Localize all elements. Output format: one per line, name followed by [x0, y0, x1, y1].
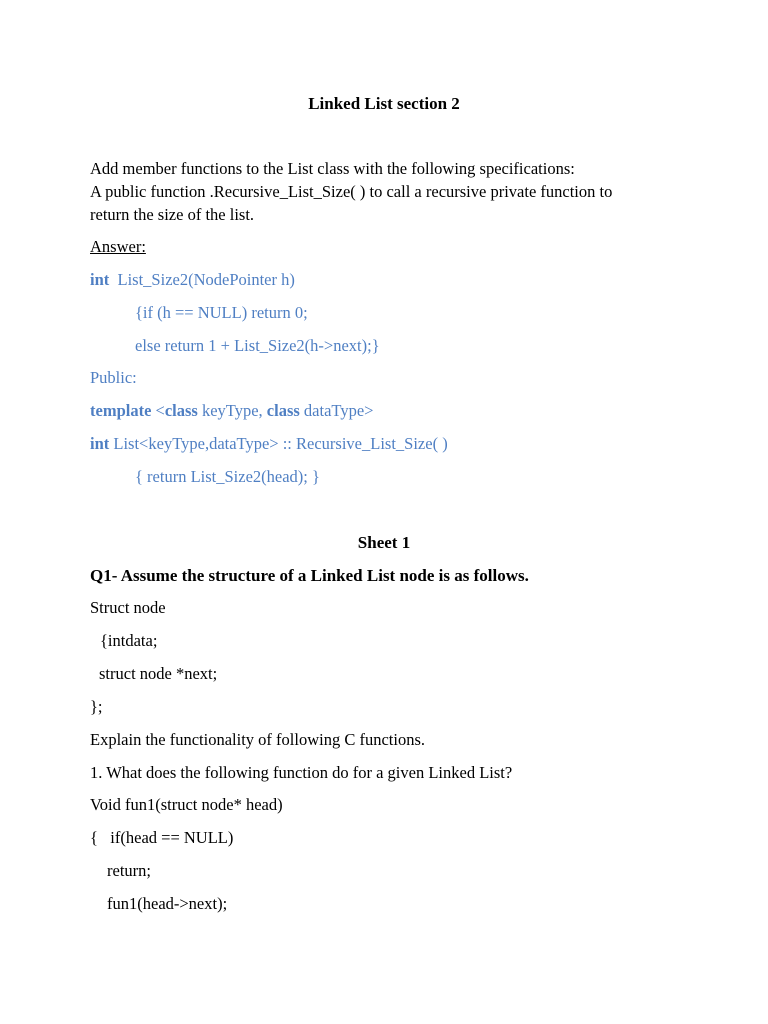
code-text: keyType, — [201, 401, 263, 420]
page-title: Linked List section 2 — [308, 94, 460, 113]
code-line-1 — [90, 270, 295, 290]
keyword-class: class — [266, 401, 300, 420]
q1-heading: Q1- Assume the structure of a Linked List node is as follows. — [90, 566, 529, 585]
sheet-title: Sheet 1 — [357, 533, 411, 552]
fun1-line-2 — [90, 828, 233, 848]
explain-text: Explain the functionality of following C functions. — [90, 730, 425, 749]
code-line-6 — [90, 434, 448, 454]
keyword-int: int — [90, 270, 110, 289]
intro-line-2: A public function .Recursive_List_Size( ) to call a recursive private function to — [90, 182, 613, 201]
code-line-3: else return 1 + List_Size2(h->next);} — [135, 336, 380, 355]
struct-line-2: {intdata; — [100, 631, 158, 650]
code-line-5 — [90, 401, 373, 421]
answer-label: Answer: — [90, 237, 146, 256]
struct-line-4: }; — [90, 697, 103, 716]
struct-line-3: struct node *next; — [99, 664, 218, 683]
keyword-template: template — [90, 401, 152, 420]
code-line-7: { return List_Size2(head); } — [135, 467, 320, 486]
fun1-line-4: fun1(head->next); — [107, 894, 228, 913]
code-text: List<keyType,dataType> :: Recursive_List_Size( ) — [113, 434, 448, 453]
code-text: dataType> — [303, 401, 374, 420]
keyword-int: int — [90, 434, 110, 453]
code-line-2: {if (h == NULL) return 0; — [135, 303, 308, 322]
code-line-4: Public: — [90, 368, 137, 387]
fun1-line-1: Void fun1(struct node* head) — [90, 795, 283, 814]
code-text: < — [155, 401, 165, 420]
intro-line-3: return the size of the list. — [90, 205, 255, 224]
code-text: List_Size2(NodePointer h) — [117, 270, 295, 289]
struct-line-1: Struct node — [90, 598, 166, 617]
question-1: 1. What does the following function do for a given Linked List? — [90, 763, 513, 782]
fun1-line-3: return; — [107, 861, 151, 880]
keyword-class: class — [164, 401, 198, 420]
code-text: if(head == NULL) — [110, 828, 234, 847]
intro-line-1: Add member functions to the List class with the following specifications: — [90, 159, 575, 178]
brace: { — [90, 828, 98, 847]
